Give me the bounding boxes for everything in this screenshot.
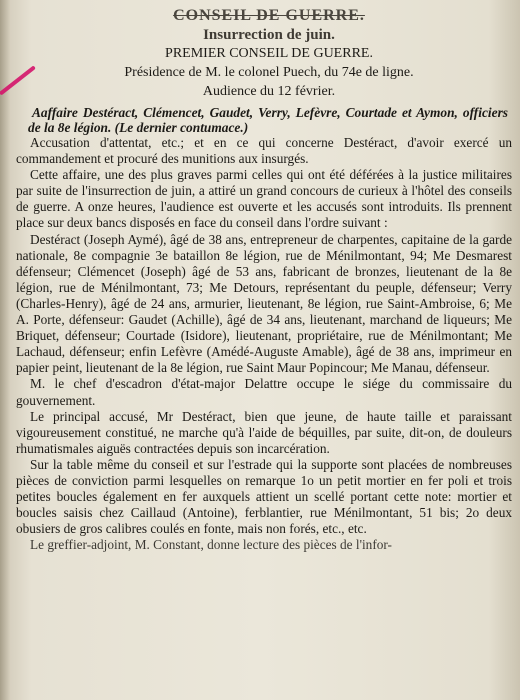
presidence-line: Présidence de M. le colonel Puech, du 74e de ligne. (124, 65, 414, 80)
paragraph-principal-accused: Le principal accusé, Mr Destéract, bien que jeune, de haute taille et paraissant vigoureusement constitué, ne marche qu'à l'aide de béquilles, par suite, dit-on, de douleurs rhumatismales aiguës contractées depuis son incarcération. (16, 408, 512, 456)
section-title: CONSEIL DE GUERRE. (173, 7, 365, 24)
paragraph-intro: Cette affaire, une des plus graves parmi celles qui ont été déférées à la justice militaires par suite de l'insurrection de juin, a attiré un grand concours de curieux à l'hôtel des conseils de guerre. A onze heures, l'audience est ouverte et les accusés sont introduits. Ils prennent place sur deux bancs disposés en face du conseil dans l'ordre suivant : (16, 167, 512, 231)
audience-date: Audience du 12 février. (202, 84, 336, 99)
council-heading: PREMIER CONSEIL DE GUERRE. (165, 46, 373, 61)
paragraph-accused-list: Destéract (Joseph Aymé), âgé de 38 ans, entrepreneur de charpentes, capitaine de la garde nationale, 8e compagnie 3e bataillon 8e légion, rue de Ménilmontant, 94; Me Desmarest défenseur; Clémencet (Joseph) âgé de 53 ans, fabricant de bronzes, lieutenant de la 8e légion, rue de Ménilmontant, 73; Me Detours, représentant du peuple, défenseur; Verry (Charles-Henry), âgé de 24 ans, armurier, lieutenant, 8e légion, rue Saint-Ambroise, 6; Me A. Porte, défenseur: Gaudet (Achille), âgé de 34 ans, lieutenant, marchand de liqueurs; Me Briquet, défenseur; Courtade (Isidore), lieutenant, propriétaire, rue de Ménilmontant; Me Lachaud, défenseur; enfin Lefèvre (Amédé-Auguste Amable), âgé de 38 ans, imprimeur en papier peint, lieutenant de la 8e légion, rue Saint Maur Popincour; Me Manau, défenseur. (16, 231, 512, 376)
case-title: Aaffaire Destéract, Clémencet, Gaudet, Verry, Lefèvre, Courtade et Aymon, officiers de la 8e légion. (Le dernier contumace.) (28, 105, 508, 135)
paragraph-evidence: Sur la table même du conseil et sur l'estrade qui la supporte sont placées de nombreuses pièces de conviction parmi lesquelles on remarque 1o un petit mortier en fer poli et trois petites boucles également en fer auxquels attient un scellé portant cette note: mortier et boucles saisis chez Caillaud (Antoine), ferblantier, rue Ménilmontant, 51 bis; 2o deux obusiers de gros calibres coulés en fonte, mais non forés, etc., etc. (16, 456, 512, 537)
article-column (6, 6, 512, 553)
paragraph-commissaire: M. le chef d'escadron d'état-major Delattre occupe le siége du commissaire du gouvernement. (16, 376, 512, 408)
section-subtitle: Insurrection de juin. (203, 27, 335, 43)
paragraph-accusation: Accusation d'attentat, etc.; et en ce qui concerne Destéract, d'avoir exercé un commandement et procuré des munitions aux insurgés. (16, 135, 512, 167)
paragraph-greffier: Le greffier-adjoint, M. Constant, donne lecture des pièces de l'infor- (30, 537, 392, 553)
